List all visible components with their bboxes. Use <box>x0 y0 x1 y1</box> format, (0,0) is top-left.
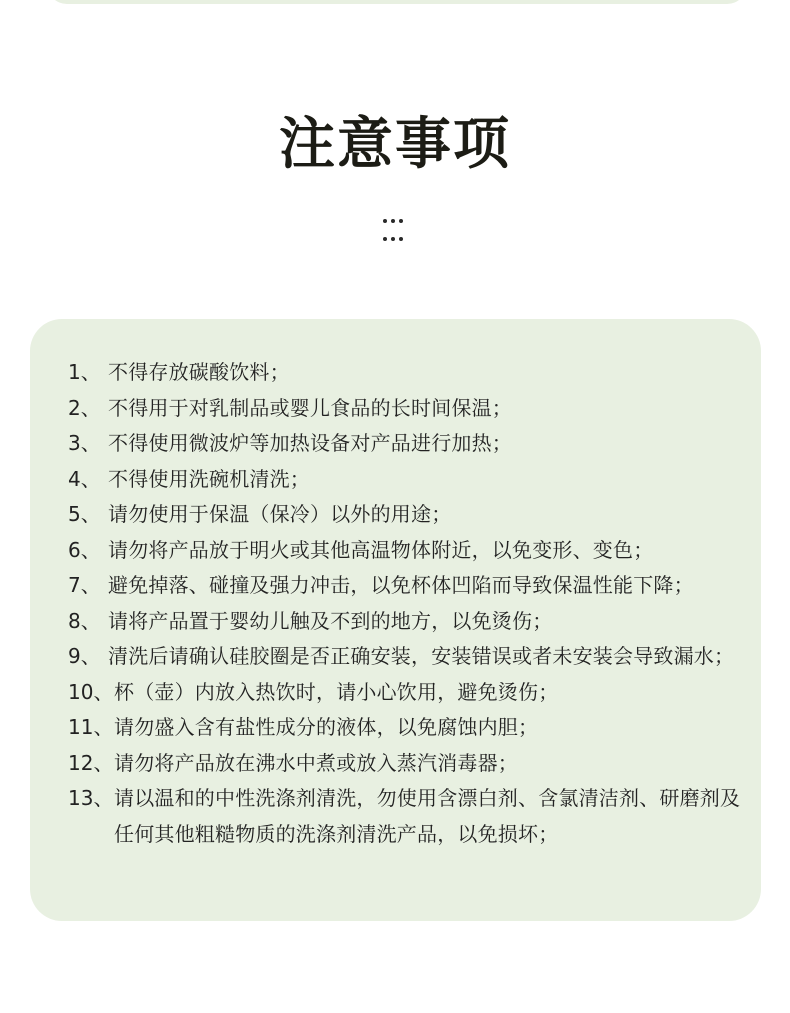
notice-item <box>68 426 748 462</box>
notice-item <box>68 675 748 711</box>
notice-number: 6、 <box>68 537 101 562</box>
notice-item <box>68 604 748 640</box>
notice-panel <box>30 319 761 921</box>
notice-text: 请将产品置于婴幼儿触及不到的地方，以免烫伤； <box>108 608 553 633</box>
notice-number: 12、 <box>68 750 114 775</box>
notice-item <box>68 355 748 391</box>
notice-number: 10、 <box>68 679 114 704</box>
notice-text: 请勿使用于保温（保冷）以外的用途； <box>108 502 452 526</box>
notice-text: 清洗后请确认硅胶圈是否正确安装，安装错误或者未安装会导致漏水； <box>108 644 735 668</box>
notice-number: 3、 <box>68 431 101 455</box>
notice-number: 5、 <box>68 502 101 526</box>
notice-item <box>68 533 748 569</box>
notice-item <box>68 391 748 427</box>
notice-item <box>68 781 748 852</box>
notice-number: 4、 <box>68 466 101 491</box>
notice-text: 不得使用洗碗机清洗； <box>108 466 310 491</box>
vertical-dots-icon <box>383 219 411 245</box>
notice-item <box>68 497 748 533</box>
notice-number: 11、 <box>68 715 114 739</box>
notice-item <box>68 710 748 746</box>
notice-text: 请勿盛入含有盐性成分的液体，以免腐蚀内胆； <box>114 715 539 739</box>
notice-text: 不得用于对乳制品或婴儿食品的长时间保温； <box>108 395 512 420</box>
notice-item <box>68 746 748 782</box>
notice-text: 不得存放碳酸饮料； <box>108 360 290 384</box>
notice-number: 7、 <box>68 573 101 597</box>
notice-number: 13、 <box>68 786 114 810</box>
notice-text: 杯（壶）内放入热饮时，请小心饮用，避免烫伤； <box>114 679 559 704</box>
page-title: 注意事项 <box>279 112 511 177</box>
notice-number: 8、 <box>68 608 101 633</box>
notice-text: 不得使用微波炉等加热设备对产品进行加热； <box>108 431 512 455</box>
top-panel-edge <box>47 0 747 4</box>
notice-number: 2、 <box>68 395 101 420</box>
notice-item <box>68 639 748 675</box>
notice-text: 请勿将产品放于明火或其他高温物体附近，以免变形、变色； <box>108 537 654 562</box>
notice-item <box>68 568 748 604</box>
notice-item <box>68 462 748 498</box>
notice-number: 1、 <box>68 360 101 384</box>
notice-list <box>68 355 748 852</box>
notice-text: 请以温和的中性洗涤剂清洗，勿使用含漂白剂、含氯清洁剂、研磨剂及任何其他粗糙物质的洗涤剂清洗产品，以免损坏； <box>114 786 741 846</box>
notice-text: 避免掉落、碰撞及强力冲击，以免杯体凹陷而导致保温性能下降； <box>108 573 694 597</box>
notice-number: 9、 <box>68 644 101 668</box>
notice-text: 请勿将产品放在沸水中煮或放入蒸汽消毒器； <box>114 750 518 775</box>
